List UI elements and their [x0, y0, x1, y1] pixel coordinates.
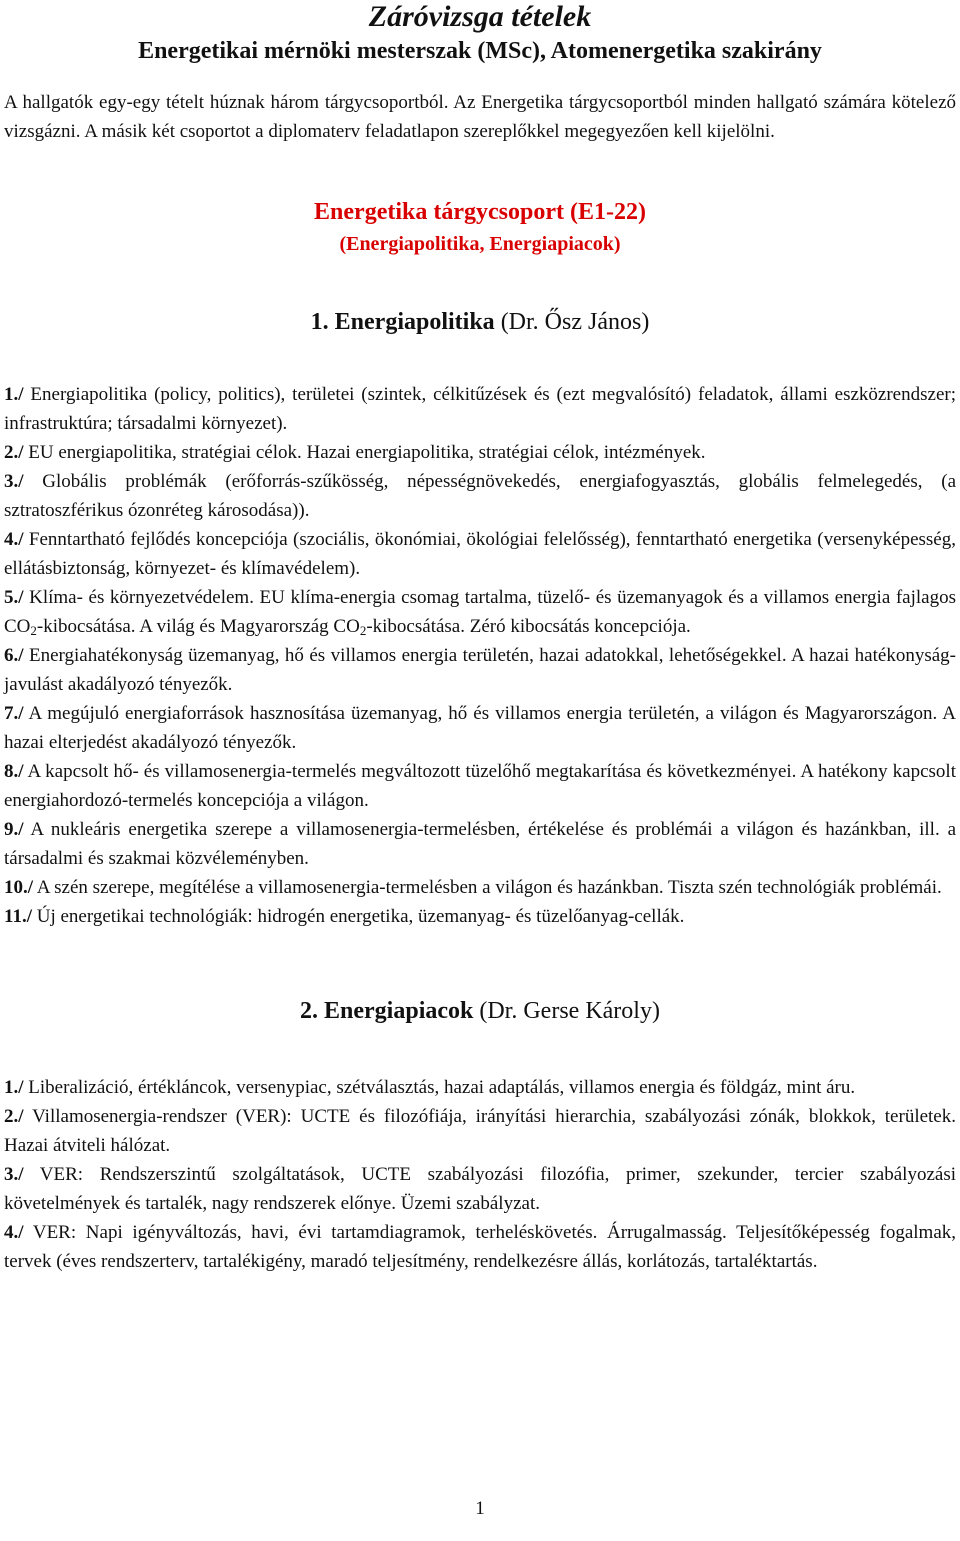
topic-item [4, 815, 956, 873]
topic-item [4, 1160, 956, 1218]
document-subtitle: Energetikai mérnöki mesterszak (MSc), Atomenergetika szakirány [138, 38, 822, 64]
topic-item [4, 1102, 956, 1160]
topic-number: 5./ [4, 587, 24, 608]
topic-item [4, 873, 956, 902]
topic-number: 9./ [4, 819, 24, 840]
topic-number: 3./ [4, 471, 24, 492]
topic-item [4, 641, 956, 699]
topic-item [4, 902, 956, 931]
topic-item [4, 757, 956, 815]
section-lecturer: (Dr. Ősz János) [494, 309, 650, 335]
topic-text: Liberalizáció, értékláncok, versenypiac, szétválasztás, hazai adaptálás, villamos energia és földgáz, mint áru. [23, 1077, 856, 1098]
topic-text: EU energiapolitika, stratégiai célok. Hazai energiapolitika, stratégiai célok, intézmények. [23, 442, 706, 463]
topic-text: -kibocsátása. Zéró kibocsátás koncepciója. [366, 616, 691, 637]
topic-number: 8./ [4, 761, 24, 782]
topic-item [4, 1218, 956, 1276]
subject-group-subtitle: (Energiapolitika, Energiapiacok) [339, 233, 621, 255]
topic-text: Energiapolitika (policy, politics), területei (szintek, célkitűzések és (ezt megvalósító) feladatok, állami eszközrendszer; infrastruktúra; társadalmi környezet). [4, 384, 956, 434]
subject-group-title: Energetika tárgycsoport (E1-22) [314, 199, 646, 225]
subscript: 2 [30, 623, 37, 638]
topic-number: 4./ [4, 1222, 24, 1243]
topic-number: 3./ [4, 1164, 24, 1185]
topic-text: Villamosenergia-rendszer (VER): UCTE és filozófiája, irányítási hierarchia, szabályozási zónák, blokkok, területek. Hazai átviteli hálózat. [4, 1106, 956, 1156]
topic-number: 2./ [4, 442, 24, 463]
topic-text: Új energetikai technológiák: hidrogén energetika, üzemanyag- és tüzelőanyag-cellák. [31, 906, 685, 927]
topic-number: 6./ [4, 645, 24, 666]
topic-item [4, 1073, 956, 1102]
topic-number: 10./ [4, 877, 34, 898]
topic-item [4, 699, 956, 757]
topic-number: 7./ [4, 703, 24, 724]
topic-text: Fenntartható fejlődés koncepciója (szociális, ökonómiai, ökológiai felelősség), fenntartható energetika (versenyképesség, ellátásbiztonság, környezet- és klímavédelem). [4, 529, 956, 579]
section-title: 2. Energiapiacok [300, 998, 474, 1024]
topic-text: VER: Napi igényváltozás, havi, évi tartamdiagramok, terheléskövetés. Árrugalmasság. Teljesítőképesség fogalmak, tervek (éves rendszerterv, tartalékigény, maradó teljesítmény, rendelkezésre állás, korlátozás, tartaléktartás. [4, 1222, 956, 1272]
subject-group-heading [4, 196, 956, 260]
topic-item [4, 438, 956, 467]
topic-text: A megújuló energiaforrások hasznosítása üzemanyag, hő és villamos energia területén, a világon és Magyarországon. A hazai elterjedést akadályozó tényezők. [4, 703, 956, 753]
section-heading-energiapiacok [4, 995, 956, 1027]
intro-paragraph: A hallgatók egy-egy tételt húznak három tárgycsoportból. Az Energetika tárgycsoportból minden hallgató számára kötelező vizsgázni. A másik két csoportot a diplomaterv feladatlapon szereplőkkel megegyezően kell kijelölni. [4, 92, 956, 142]
topic-item [4, 467, 956, 525]
topic-text: A kapcsolt hő- és villamosenergia-termelés megváltozott tüzelőhő megtakarítása és következményei. A hatékony kapcsolt energiahordozó-termelés koncepciója a világon. [4, 761, 956, 811]
topic-text: -kibocsátása. A világ és Magyarország CO [36, 616, 360, 637]
topic-list-energiapolitika [4, 380, 956, 931]
subscript: 2 [359, 623, 367, 638]
topic-number: 1./ [4, 384, 24, 405]
section-title: 1. Energiapolitika [310, 309, 495, 335]
topic-number: 11./ [4, 906, 32, 927]
topic-number: 1./ [4, 1077, 24, 1098]
topic-text: VER: Rendszerszintű szolgáltatások, UCTE szabályozási filozófia, primer, szekunder, tercier szabályozási követelmények és tartalék, nagy rendszerek előnye. Üzemi szabályzat. [4, 1164, 956, 1214]
topic-number: 2./ [4, 1106, 24, 1127]
topic-text: Energiahatékonyság üzemanyag, hő és villamos energia területén, hazai adatokkal, lehetőségekkel. A hazai hatékonyság-javulást akadályozó tényezők. [4, 645, 956, 695]
topic-list-energiapiacok [4, 1073, 956, 1276]
topic-item [4, 525, 956, 583]
page-number: 1 [475, 1498, 485, 1519]
section-heading-energiapolitika [4, 306, 956, 338]
topic-item [4, 583, 956, 641]
topic-text: Globális problémák (erőforrás-szűkösség, népességnövekedés, energiafogyasztás, globális felmelegedés, (a sztratoszférikus ózonréteg károsodása)). [4, 471, 956, 521]
document-title: Záróvizsga tételek [368, 0, 592, 33]
topic-item [4, 380, 956, 438]
topic-text: Klíma- és környezetvédelem. EU klíma-energia csomag tartalma, tüzelő- és üzemanyagok és a villamos energia fajlagos CO [4, 587, 956, 637]
section-lecturer: (Dr. Gerse Károly) [473, 998, 660, 1024]
topic-number: 4./ [4, 529, 24, 550]
topic-text: A szén szerepe, megítélése a villamosenergia-termelésben a világon és hazánkban. Tiszta szén technológiák problémái. [33, 877, 942, 898]
topic-text: A nukleáris energetika szerepe a villamosenergia-termelésben, értékelése és problémái a világon és hazánkban, ill. a társadalmi és szakmai közvéleményben. [4, 819, 956, 869]
